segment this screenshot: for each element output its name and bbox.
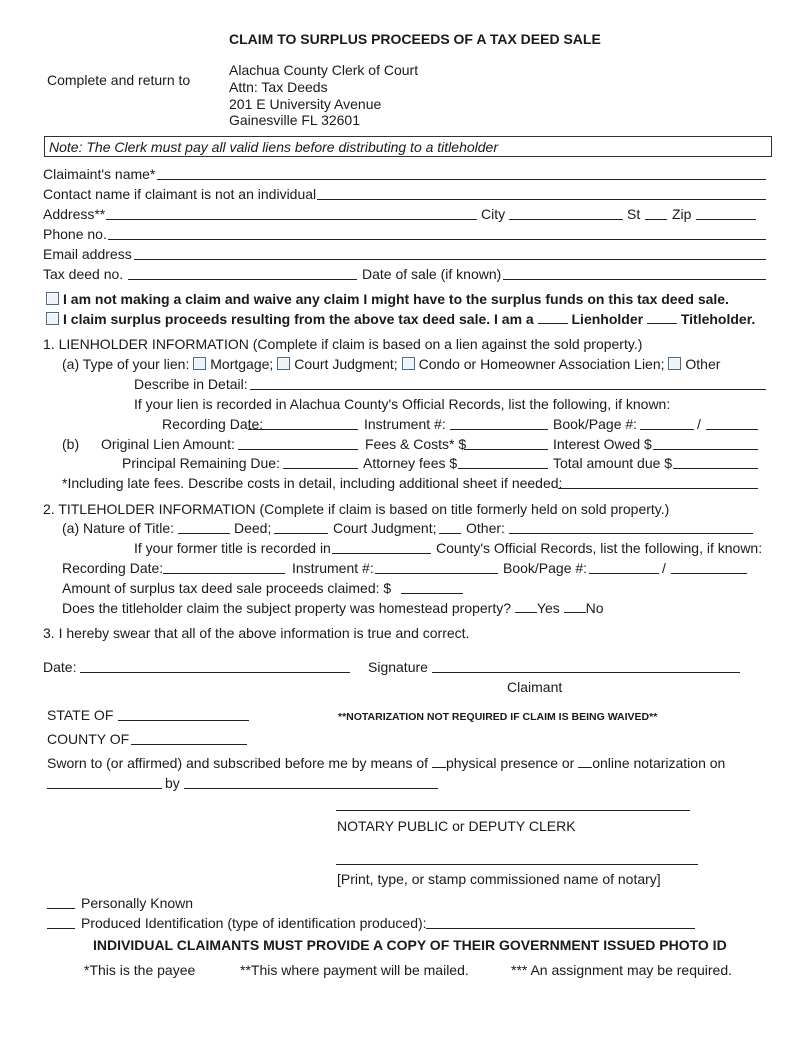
waive-text: I am not making a claim and waive any claim I might have to the surplus funds on this tax deed sale.: [63, 291, 729, 307]
other-checkbox[interactable]: [668, 357, 681, 370]
personally-known-blank[interactable]: [47, 908, 75, 909]
return-address-line: Alachua County Clerk of Court: [229, 62, 419, 78]
signature-field[interactable]: [432, 672, 740, 673]
county-of-label: COUNTY OF: [47, 731, 130, 747]
title-other-blank[interactable]: [439, 533, 461, 534]
describe-field[interactable]: [250, 389, 766, 390]
lien-instrument-label: Instrument #:: [364, 416, 446, 432]
tax-deed-field[interactable]: [128, 279, 357, 280]
amount-claimed-field[interactable]: [401, 593, 463, 594]
city-label: City: [481, 206, 506, 222]
address-label: Address**: [43, 206, 106, 222]
physical-presence-blank[interactable]: [432, 755, 446, 768]
lien-book-field[interactable]: [640, 429, 694, 430]
fees-costs-label: Fees & Costs* $: [365, 436, 467, 452]
date-of-sale-field[interactable]: [503, 279, 766, 280]
sworn-pre: Sworn to (or affirmed) and subscribed before me by means of: [47, 755, 429, 771]
photo-id-notice: INDIVIDUAL CLAIMANTS MUST PROVIDE A COPY OF THEIR GOVERNMENT ISSUED PHOTO ID: [93, 937, 727, 953]
claim-option: [46, 311, 755, 327]
title-recorded-post: County's Official Records, list the following, if known:: [436, 540, 763, 556]
date-of-sale-label: Date of sale (if known): [362, 266, 502, 282]
title-other-label: Other:: [466, 520, 505, 536]
waive-option: [46, 291, 729, 307]
signature-label: Signature: [368, 659, 428, 675]
lien-type-row: [62, 356, 720, 372]
title-other-field[interactable]: [509, 533, 753, 534]
return-address-line: 201 E University Avenue: [229, 96, 382, 112]
swear-statement: 3. I hereby swear that all of the above information is true and correct.: [43, 625, 470, 641]
title-recording-date-label: Recording Date:: [62, 560, 164, 576]
address-field[interactable]: [106, 219, 477, 220]
deed-label: Deed;: [234, 520, 272, 536]
return-label: Complete and return to: [47, 72, 191, 88]
homestead-no-blank[interactable]: [564, 600, 586, 613]
contact-name-field[interactable]: [317, 199, 766, 200]
state-field[interactable]: [645, 219, 667, 220]
notary-print-label: [Print, type, or stamp commissioned name of notary]: [337, 871, 661, 887]
sign-date-field[interactable]: [80, 672, 350, 673]
interest-owed-field[interactable]: [653, 449, 758, 450]
footnote-mailed: **This where payment will be mailed.: [240, 962, 469, 978]
physical-presence-label: physical presence or: [445, 755, 575, 771]
title-heading: 2. TITLEHOLDER INFORMATION (Complete if claim is based on title formerly held on sold property.): [43, 501, 670, 517]
waive-checkbox[interactable]: [46, 292, 59, 305]
phone-label: Phone no.: [43, 226, 107, 242]
title-recording-date-field[interactable]: [163, 573, 285, 574]
court-judgment-blank[interactable]: [274, 533, 328, 534]
homestead-row: [62, 600, 604, 616]
email-field[interactable]: [134, 259, 766, 260]
title-instrument-field[interactable]: [375, 573, 498, 574]
describe-label: Describe in Detail:: [134, 376, 248, 392]
county-of-field[interactable]: [131, 744, 247, 745]
total-due-label: Total amount due $: [553, 455, 673, 471]
footnote-payee: *This is the payee: [84, 962, 196, 978]
claimant-label: Claimant: [507, 679, 563, 695]
lien-type-label: (a) Type of your lien:: [62, 356, 190, 372]
sworn-row: [47, 755, 725, 771]
lien-slash: /: [697, 416, 701, 432]
sworn-by-label: by: [165, 775, 180, 791]
attorney-fees-label: Attorney fees $: [363, 455, 458, 471]
lien-recorded-note: If your lien is recorded in Alachua County's Official Records, list the following, if known:: [134, 396, 671, 412]
mortgage-checkbox[interactable]: [193, 357, 206, 370]
sworn-date-field[interactable]: [47, 788, 162, 789]
title-page-field[interactable]: [671, 573, 747, 574]
lienholder-label: Lienholder: [571, 311, 644, 327]
tax-deed-label: Tax deed no.: [43, 266, 124, 282]
lienholder-blank[interactable]: [538, 311, 568, 324]
email-label: Email address: [43, 246, 132, 262]
sworn-by-field[interactable]: [184, 788, 438, 789]
homestead-no-label: No: [585, 600, 604, 616]
notary-signature-line[interactable]: [336, 810, 690, 811]
online-notarization-label: online notarization on: [592, 755, 726, 771]
produced-id-label: Produced Identification (type of identification produced):: [81, 915, 427, 931]
fees-costs-field[interactable]: [464, 449, 548, 450]
produced-id-field[interactable]: [426, 928, 695, 929]
lien-recording-date-label: Recording Date:: [162, 416, 264, 432]
title-book-page-label: Book/Page #:: [503, 560, 588, 576]
city-field[interactable]: [509, 219, 623, 220]
lien-instrument-field[interactable]: [450, 429, 548, 430]
claimant-name-label: Claimaint's name*: [43, 166, 156, 182]
notarization-note: **NOTARIZATION NOT REQUIRED IF CLAIM IS BEING WAIVED**: [338, 711, 658, 723]
homestead-question: Does the titleholder claim the subject property was homestead property?: [62, 600, 512, 616]
lien-page-field[interactable]: [706, 429, 758, 430]
note-text: Note: The Clerk must pay all valid liens before distributing to a titleholder: [49, 139, 498, 155]
state-label: St: [627, 206, 641, 222]
return-address-line: Gainesville FL 32601: [229, 112, 361, 128]
footnote-assignment: *** An assignment may be required.: [511, 962, 733, 978]
original-amount-field[interactable]: [238, 449, 358, 450]
note-box: [44, 136, 772, 157]
contact-name-label: Contact name if claimant is not an individual: [43, 186, 317, 202]
zip-label: Zip: [672, 206, 692, 222]
title-county-field[interactable]: [332, 553, 431, 554]
homestead-yes-label: Yes: [536, 600, 560, 616]
condo-checkbox[interactable]: [402, 357, 415, 370]
lien-book-page-label: Book/Page #:: [553, 416, 638, 432]
claim-checkbox[interactable]: [46, 312, 59, 325]
online-notarization-blank[interactable]: [578, 755, 592, 768]
homestead-yes-blank[interactable]: [515, 600, 537, 613]
court-judgment-label: Court Judgment;: [294, 356, 398, 372]
state-of-field[interactable]: [118, 720, 249, 721]
condo-label: Condo or Homeowner Association Lien;: [418, 356, 665, 372]
total-due-field[interactable]: [673, 468, 758, 469]
principal-field[interactable]: [283, 468, 358, 469]
lien-recording-date-field[interactable]: [248, 429, 358, 430]
original-amount-label: Original Lien Amount:: [101, 436, 235, 452]
title-court-judgment-label: Court Judgment;: [333, 520, 437, 536]
produced-id-blank[interactable]: [47, 928, 75, 929]
claim-text: I claim surplus proceeds resulting from the above tax deed sale. I am a: [63, 311, 534, 327]
lien-b-label: (b): [62, 436, 80, 452]
title-instrument-label: Instrument #:: [292, 560, 374, 576]
late-fees-note: *Including late fees. Describe costs in detail, including additional sheet if needed:: [62, 475, 563, 491]
lien-heading: 1. LIENHOLDER INFORMATION (Complete if claim is based on a lien against the sold property.): [43, 336, 643, 352]
titleholder-blank[interactable]: [647, 311, 677, 324]
personally-known-label: Personally Known: [81, 895, 194, 911]
late-fees-field[interactable]: [558, 488, 758, 489]
title-recorded-pre: If your former title is recorded in: [134, 540, 331, 556]
principal-label: Principal Remaining Due:: [122, 455, 280, 471]
notary-public-label: NOTARY PUBLIC or DEPUTY CLERK: [337, 818, 576, 834]
court-judgment-checkbox[interactable]: [277, 357, 290, 370]
attorney-fees-field[interactable]: [458, 468, 548, 469]
interest-owed-label: Interest Owed $: [553, 436, 652, 452]
state-of-label: STATE OF: [47, 707, 114, 723]
deed-blank[interactable]: [178, 533, 230, 534]
sign-date-label: Date:: [43, 659, 77, 675]
title-book-field[interactable]: [589, 573, 659, 574]
mortgage-label: Mortgage;: [210, 356, 274, 372]
notary-name-line[interactable]: [336, 864, 698, 865]
title-slash: /: [662, 560, 666, 576]
claimant-name-field[interactable]: [157, 179, 766, 180]
other-label: Other: [685, 356, 721, 372]
phone-field[interactable]: [108, 239, 766, 240]
return-address-line: Attn: Tax Deeds: [229, 79, 328, 95]
zip-field[interactable]: [696, 219, 756, 220]
amount-claimed-label: Amount of surplus tax deed sale proceeds claimed: $: [62, 580, 392, 596]
titleholder-label: Titleholder.: [680, 311, 756, 327]
form-title: CLAIM TO SURPLUS PROCEEDS OF A TAX DEED SALE: [229, 31, 601, 47]
nature-label: (a) Nature of Title:: [62, 520, 175, 536]
